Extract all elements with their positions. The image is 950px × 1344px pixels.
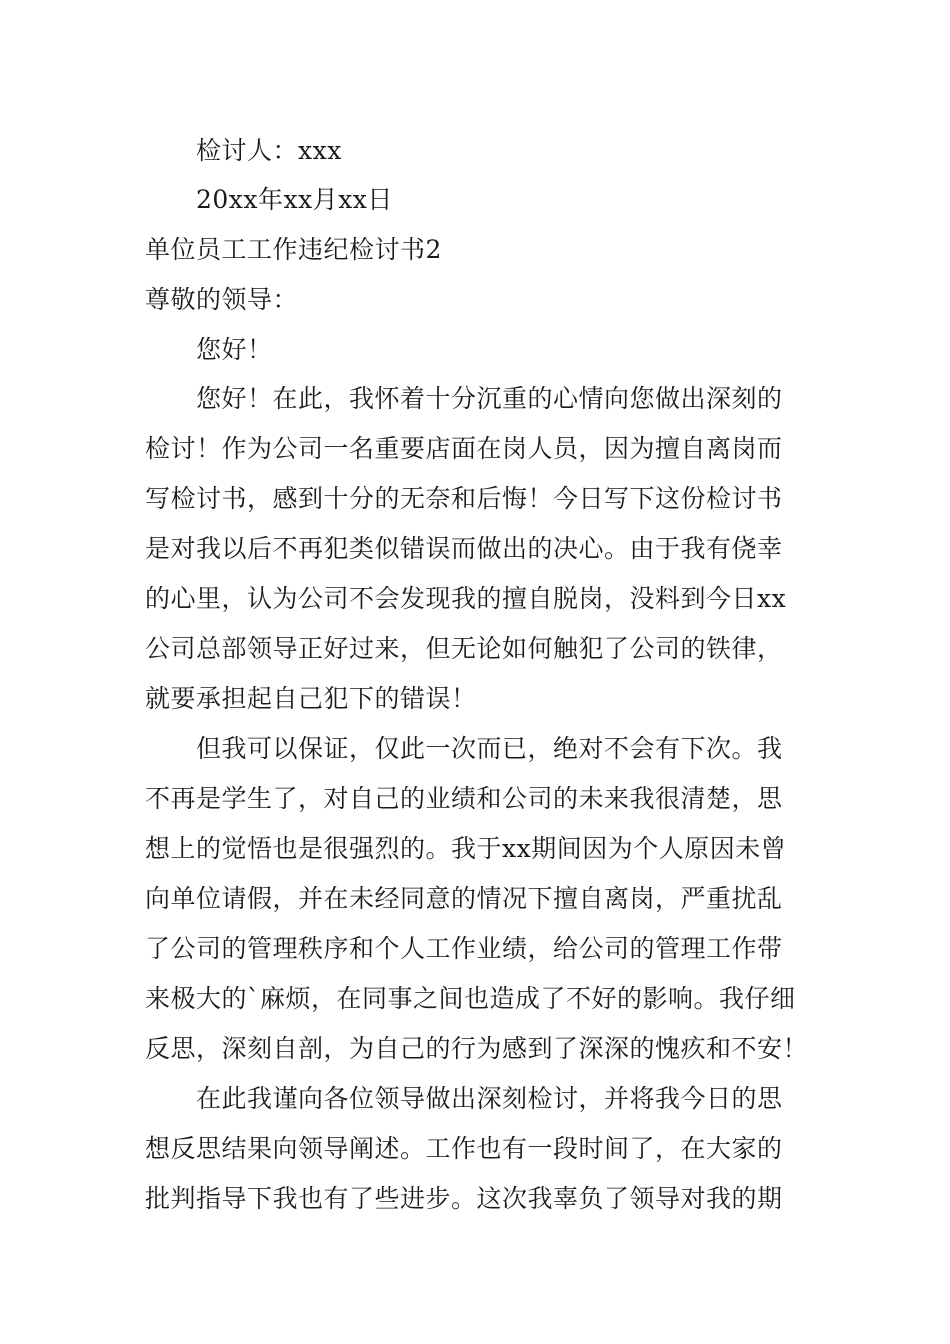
paragraph-line: 是对我以后不再犯类似错误而做出的决心。由于我有侥幸 [145, 534, 783, 563]
paragraph-line: 想上的觉悟也是很强烈的。我于xx期间因为个人原因未曾 [145, 834, 787, 863]
document-title: 单位员工工作违纪检讨书2 [145, 235, 442, 264]
paragraph-line: 了公司的管理秩序和个人工作业绩，给公司的管理工作带 [145, 934, 783, 963]
greeting: 您好！ [196, 335, 273, 364]
paragraph-line: 您好！在此，我怀着十分沉重的心情向您做出深刻的 [196, 384, 783, 413]
paragraph-line: 公司总部领导正好过来，但无论如何触犯了公司的铁律， [145, 634, 783, 663]
author-line: 检讨人：xxx [196, 136, 342, 165]
paragraph-line: 想反思结果向领导阐述。工作也有一段时间了，在大家的 [145, 1134, 783, 1163]
paragraph-line: 不再是学生了，对自己的业绩和公司的未来我很清楚，思 [145, 784, 783, 813]
paragraph-line: 写检讨书，感到十分的无奈和后悔！今日写下这份检讨书 [145, 484, 783, 513]
paragraph-line: 向单位请假，并在未经同意的情况下擅自离岗，严重扰乱 [145, 884, 783, 913]
paragraph-line: 反思，深刻自剖，为自己的行为感到了深深的愧疚和不安！ [145, 1034, 809, 1063]
salutation: 尊敬的领导： [145, 285, 299, 314]
paragraph-line: 的心里，认为公司不会发现我的擅自脱岗，没料到今日xx [145, 584, 787, 613]
paragraph-line: 检讨！作为公司一名重要店面在岗人员，因为擅自离岗而 [145, 434, 783, 463]
paragraph-line: 在此我谨向各位领导做出深刻检讨，并将我今日的思 [196, 1084, 783, 1113]
paragraph-line: 批判指导下我也有了些进步。这次我辜负了领导对我的期 [145, 1184, 783, 1213]
paragraph-line: 来极大的`麻烦，在同事之间也造成了不好的影响。我仔细 [145, 984, 796, 1013]
paragraph-line: 就要承担起自己犯下的错误！ [145, 684, 477, 713]
date-line: 20xx年xx月xx日 [196, 185, 393, 214]
paragraph-line: 但我可以保证，仅此一次而已，绝对不会有下次。我 [196, 734, 783, 763]
